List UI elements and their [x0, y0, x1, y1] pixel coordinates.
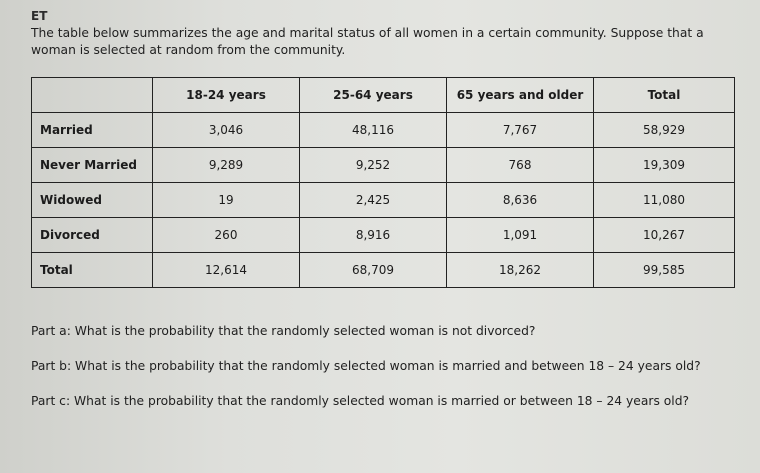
header-cell-25-64: 25-64 years	[300, 78, 447, 113]
table-row	[32, 148, 735, 183]
table-cell: 2,425	[300, 183, 447, 218]
question-part-c: Part c: What is the probability that the randomly selected woman is married or between 18 – 24 years old?	[31, 394, 690, 408]
table-cell: 12,614	[153, 253, 300, 288]
table-cell: 11,080	[594, 183, 735, 218]
table-cell: 18,262	[447, 253, 594, 288]
problem-intro: The table below summarizes the age and marital status of all women in a certain community. Suppose that a woman is selected at random from the community.	[31, 26, 704, 57]
table-cell: 260	[153, 218, 300, 253]
table-cell: 9,252	[300, 148, 447, 183]
question-part-b: Part b: What is the probability that the randomly selected woman is married and between 18 – 24 years old?	[31, 359, 701, 373]
table-row	[32, 183, 735, 218]
table-cell: 99,585	[594, 253, 735, 288]
table-cell: 7,767	[447, 113, 594, 148]
table-cell: 3,046	[153, 113, 300, 148]
table-cell: 1,091	[447, 218, 594, 253]
corner-label: ET	[31, 9, 48, 23]
table-cell: 768	[447, 148, 594, 183]
table-cell: 48,116	[300, 113, 447, 148]
table-cell: 19,309	[594, 148, 735, 183]
table-row	[32, 113, 735, 148]
row-label-divorced: Divorced	[32, 218, 153, 253]
header-cell-total: Total	[594, 78, 735, 113]
table-cell: 9,289	[153, 148, 300, 183]
table-row	[32, 218, 735, 253]
table-cell: 19	[153, 183, 300, 218]
table-cell: 68,709	[300, 253, 447, 288]
table-header-row	[32, 78, 735, 113]
table-cell: 8,916	[300, 218, 447, 253]
row-label-total: Total	[32, 253, 153, 288]
data-table-container	[31, 77, 735, 288]
header-cell-blank	[32, 78, 153, 113]
question-part-a: Part a: What is the probability that the randomly selected woman is not divorced?	[31, 324, 536, 338]
table-cell: 10,267	[594, 218, 735, 253]
header-cell-18-24: 18-24 years	[153, 78, 300, 113]
row-label-never-married: Never Married	[32, 148, 153, 183]
table-cell: 8,636	[447, 183, 594, 218]
marital-status-table	[31, 77, 735, 288]
row-label-married: Married	[32, 113, 153, 148]
header-cell-65-plus: 65 years and older	[447, 78, 594, 113]
questions-section	[31, 322, 746, 427]
row-label-widowed: Widowed	[32, 183, 153, 218]
table-row	[32, 253, 735, 288]
table-cell: 58,929	[594, 113, 735, 148]
